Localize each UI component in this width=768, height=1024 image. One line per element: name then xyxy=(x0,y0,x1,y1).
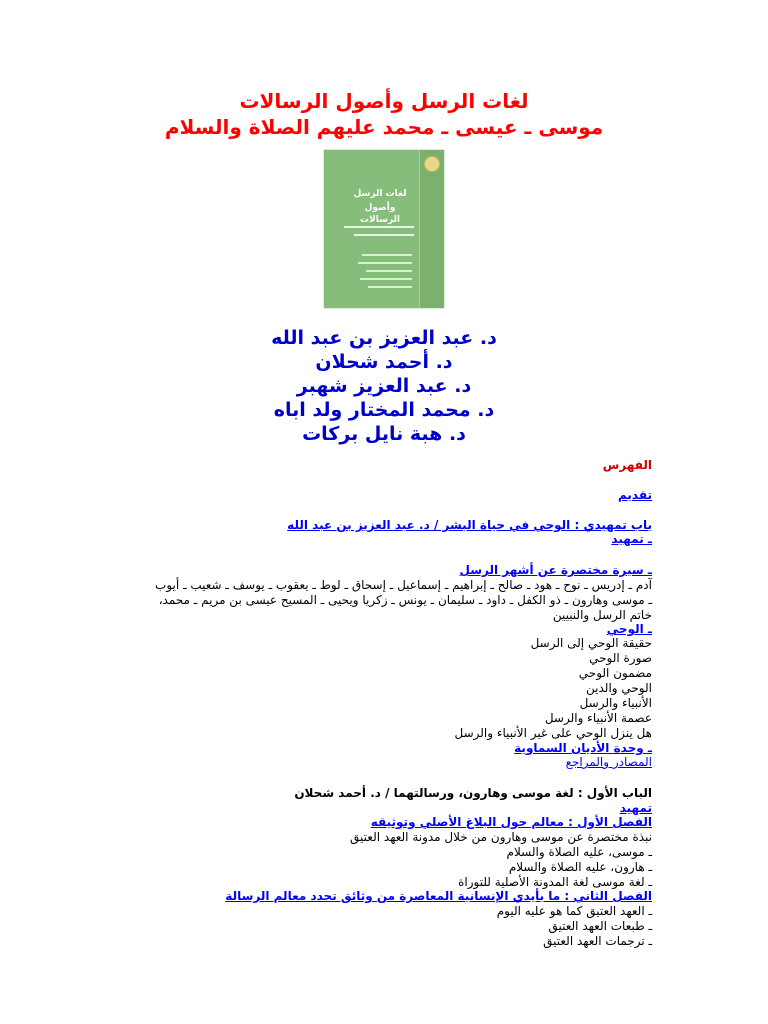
toc-part1-heading: الباب الأول : لغة موسى وهارون، ورسالتهما / د. أحمد شحلان xyxy=(294,786,652,800)
toc-link-prelim-chapter[interactable]: باب تمهيدي : الوحي في حياة البشر / د. عبد العزيز بن عبد الله xyxy=(287,518,652,532)
cover-title-line2: وأصول الرسالات xyxy=(359,203,401,225)
toc-link-ch1[interactable]: الفصل الأول : معالم حول البلاغ الأصلي وتوثيقه xyxy=(370,815,652,829)
toc-item: ـ لغة موسى لغة المدونة الأصلية للتوراة xyxy=(458,875,652,889)
toc-link-unity[interactable]: ـ وحدة الأديان السماوية xyxy=(514,741,652,755)
book-title: لغات الرسل وأصول الرسالات xyxy=(239,89,529,113)
toc-prophets-line: ـ موسى وهارون ـ ذو الكفل ـ داود ـ سليمان ـ يونس ـ زكريا ويحيى ـ المسيح عيسى بن مريم ـ محمد، xyxy=(158,593,652,607)
toc-link-part1-intro[interactable]: تمهيد xyxy=(619,801,652,815)
toc-item: ـ هارون، عليه الصلاة والسلام xyxy=(508,860,652,874)
toc-item: ـ ترجمات العهد العتيق xyxy=(543,934,652,948)
toc-heading: الفهرس xyxy=(602,458,652,472)
book-cover-image xyxy=(324,150,444,308)
toc-link-intro[interactable]: تقديم xyxy=(618,488,652,502)
cover-author-line xyxy=(360,278,412,280)
toc-link-seera[interactable]: ـ سيرة مختصرة عن أشهر الرسل xyxy=(459,563,652,577)
toc-link-ch2[interactable]: الفصل الثاني : ما بأيدي الإنسانية المعاصرة من وثائق تحدد معالم الرسالة xyxy=(225,889,652,903)
toc-item: حقيقة الوحي إلى الرسل xyxy=(530,636,652,650)
toc-item: هل ينزل الوحي على غير الأنبياء والرسل xyxy=(454,726,652,740)
toc-item: عصمة الأنبياء والرسل xyxy=(544,711,652,725)
toc-prophets-line: آدم ـ إدريس ـ نوح ـ هود ـ صالح ـ إبراهيم ـ إسماعيل ـ إسحاق ـ لوط ـ يعقوب ـ يوسف ـ شعيب ـ أيوب xyxy=(155,578,652,592)
toc-item: صورة الوحي xyxy=(589,651,652,665)
book-subtitle: موسى ـ عيسى ـ محمد عليهم الصلاة والسلام xyxy=(164,115,604,139)
toc-item: الوحي والدين xyxy=(586,681,652,695)
cover-side-strip xyxy=(419,150,444,308)
toc-item: ـ العهد العتيق كما هو عليه اليوم xyxy=(496,904,652,918)
cover-author-line xyxy=(368,286,412,288)
cover-seal-icon xyxy=(424,156,440,172)
author-2: د. أحمد شحلان xyxy=(315,351,453,373)
cover-author-line xyxy=(366,270,412,272)
toc-link-sources[interactable]: المصادر والمراجع xyxy=(565,755,652,769)
cover-title-line1: لغات الرسل xyxy=(353,189,407,199)
author-3: د. عبد العزيز شهبر xyxy=(296,375,472,397)
cover-author-line xyxy=(358,262,412,264)
author-5: د. هبة نايل بركات xyxy=(302,423,466,445)
cover-subtitle-rule-2 xyxy=(354,234,414,236)
toc-prophets-line: خاتم الرسل والنبيين xyxy=(552,608,652,622)
toc-item: ـ طبعات العهد العتيق xyxy=(548,919,652,933)
toc-item: الأنبياء والرسل xyxy=(579,696,652,710)
author-4: د. محمد المختار ولد اباه xyxy=(273,399,495,421)
toc-link-wahy[interactable]: ـ الوحي xyxy=(606,622,652,636)
toc-item: مضمون الوحي xyxy=(578,666,652,680)
cover-author-line xyxy=(362,254,412,256)
author-1: د. عبد العزيز بن عبد الله xyxy=(271,327,497,349)
toc-link-tamhid[interactable]: ـ تمهيد xyxy=(611,532,652,546)
cover-subtitle-rule xyxy=(344,226,414,228)
toc-item: نبذة مختصرة عن موسى وهارون من خلال مدونة العهد العتيق xyxy=(350,830,652,844)
toc-item: ـ موسى، عليه الصلاة والسلام xyxy=(506,845,652,859)
